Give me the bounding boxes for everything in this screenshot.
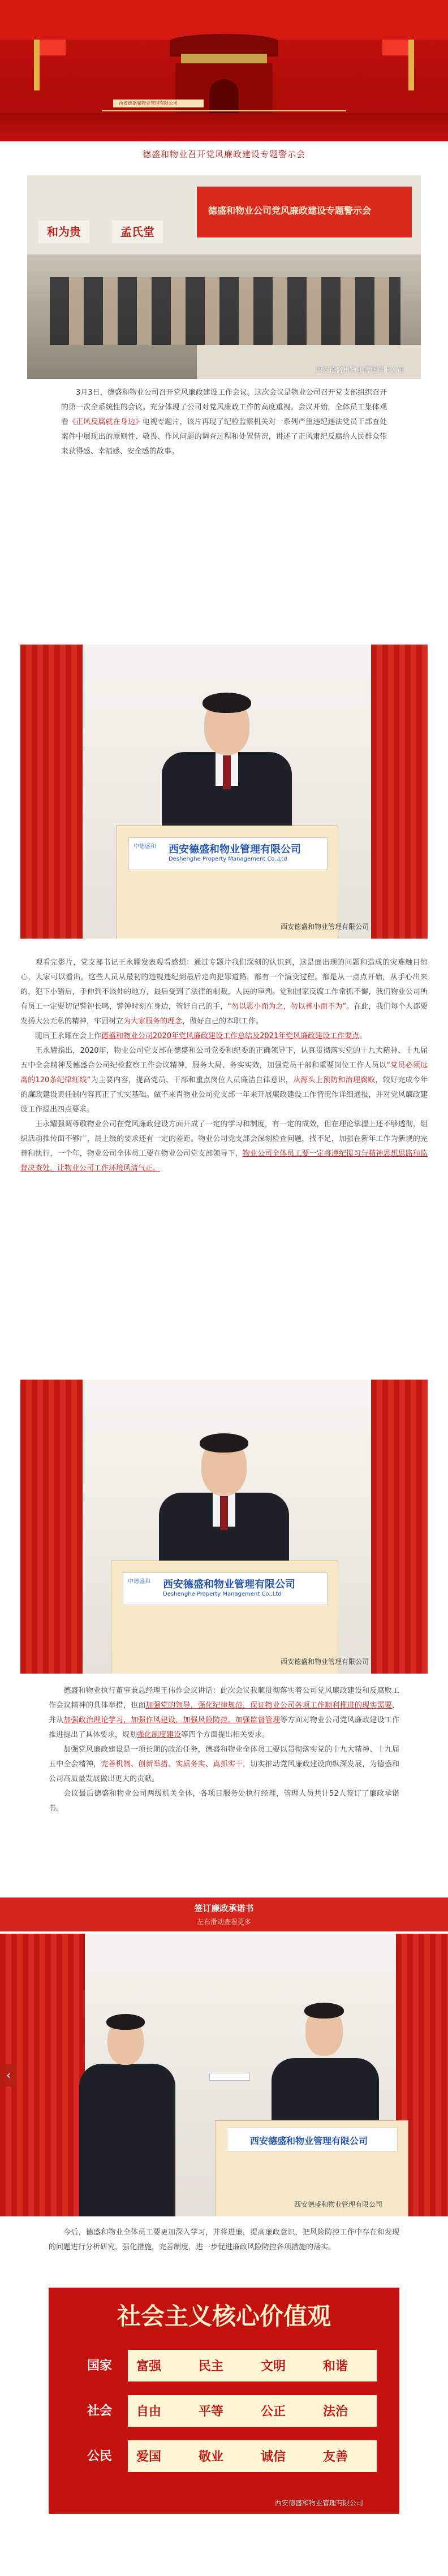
red-curtain [20, 645, 83, 939]
intro-text-2: 电视专题片，该片再现了纪检监察机关对一系列严重违纪违法党员干部查处案件中展现出的原则性、敬畏、作风问题的调查过程和处置情况，讲述了正风肃纪反腐给人民群众带来获得感、幸福感、安全感的故事。 [61, 418, 387, 456]
summary-intro: 随后王永耀在会上作 [35, 1032, 102, 1040]
speaker-tie [223, 755, 231, 789]
header-logo-text: 西安德盛和物业管理有限公司 [119, 101, 178, 106]
flag-pole-icon [34, 40, 40, 90]
header-floor [0, 113, 448, 141]
value-word: 平等 [199, 2404, 224, 2419]
row-label-society: 社会 [71, 2395, 128, 2427]
banner-hint: 左右滑动查看更多 [196, 1918, 251, 1926]
speaker-photo-2 [20, 1380, 428, 1674]
review-text-3: ，较好完成今年的廉政建设责任制内容真正了实实基础。做不来肖物业公司党支部一年来开展廉政建设工作情况作详细通报，并对党风廉政建设工作提出四点要求。 [20, 1076, 428, 1114]
conclusion-text: 今后，德盛和物业全体员工要更加深入学习，并将进廉，提高廉政意识，把风险防控工作中存在和发现的问题进行分析研究，强化措施，完善制度，进一步促进廉政风险防控各项措施的落实。 [49, 2228, 399, 2251]
value-word: 自由 [136, 2404, 162, 2419]
prevention-phrase: 从源头上预防和治理腐败 [292, 1076, 376, 1084]
meeting-banner [197, 187, 412, 237]
value-word: 和谐 [323, 2359, 348, 2374]
closing-text: 会议最后德盛和物业公司两级机关全体，各项目服务处执行经理，管理人员共计52人签订了廉政承诺书。 [49, 1790, 399, 1813]
speaker-tie [220, 1496, 228, 1530]
red-line-rules: “党员必须远离的120条纪律红线” [20, 1061, 428, 1084]
flag-pole-icon [408, 40, 414, 90]
podium-sign-small: 中德盛和 [133, 844, 156, 850]
speech-text-3: 等方面对物业公司党风廉政建设工作推进提出了具体要求，规划 [49, 1716, 399, 1739]
poster-title: 社会主义核心价值观 [117, 2302, 331, 2330]
speaker-hair [200, 1433, 248, 1453]
board-right: 孟氏堂 [112, 221, 163, 243]
manager-speech-paragraph [49, 1684, 399, 1816]
flag-icon [382, 40, 408, 55]
speech-highlight-2: 加强政治理论学习，加强作风建设，加强风险防控，加强监督管理 [63, 1716, 281, 1724]
header-divider [102, 110, 346, 111]
values-row-society [71, 2395, 377, 2427]
value-word: 敬业 [199, 2449, 224, 2464]
podium-sign-cn: 西安德盛和物业管理有限公司 [169, 844, 301, 855]
speech-text: 德盛和物业执行董事兼总经理王伟作会议讲话：此次会议我顺贯彻落实着公司党风廉政建设和反腐败工作会议精神的具体举措，也面 [49, 1687, 399, 1710]
intro-paragraph [61, 386, 387, 459]
reflection-paragraph [20, 956, 428, 1176]
commitment-document [209, 2073, 250, 2081]
podium-sign-en: Deshenghe Property Management Co.,Ltd [163, 1591, 282, 1597]
podium-sign [123, 1572, 328, 1605]
documentary-title: 《正风反腐就在身边》 [68, 418, 143, 426]
gate-roof [170, 34, 278, 57]
intro-text: 3月3日，德盛和物业公司召开党风廉政建设工作会议。这次会议是物业公司召开党支部组织召开的第一次全系统性的会议。充分体现了公司对党风廉政工作的高度重视。会议开始，全体员工集体观看 [61, 388, 387, 426]
signer-body [79, 2064, 175, 2216]
value-word: 法治 [323, 2404, 348, 2419]
values-row-citizen [71, 2440, 377, 2472]
poster-watermark: 西安德盛和物业管理有限公司 [275, 2499, 364, 2507]
summary-end: 。 [359, 1032, 367, 1040]
service-concept: 为大家服务的理念 [123, 1017, 183, 1026]
reflection-quote: “勿以恶小而为之，勿以善小而不为” [227, 1002, 347, 1011]
row-label-nation: 国家 [71, 2350, 128, 2381]
reflection-text-2: 。在此，我们每个人都要发扬大公无私的精神，牢固树立 [20, 1002, 428, 1026]
speech-text-2: ，并从 [49, 1701, 399, 1724]
emphasis-text: 王永耀强调尊敬物业公司在党风廉政建设方面开成了一定的学习和制度，有一定的成效，但在理论掌握上还不够透彻，组织活动推传面不够广，晨上级的要求还有一定的差距。物业公司党支部会深刻检查问题，找不足，加强在新年工作为新规的完善和执行，一个年，物业公司全体员工要在物业公司党支部领导下， [20, 1120, 428, 1158]
review-text: 王永耀指出，2020年，物业公司党支部在德盛和公司党委和纪委的正确领导下，认真贯彻落实党的十九大精神、十九届五中全会精神及德盛合公司纪检监察工作会议精神，服务大局、务实实效，加强党员干部和重要岗位工作人员以 [20, 1047, 428, 1070]
value-word: 公正 [261, 2404, 286, 2419]
receiver-hair [304, 2003, 344, 2019]
speaker-hair [203, 693, 251, 713]
speech-highlight-3: 强化制度建设 [137, 1731, 182, 1739]
podium-sign-small: 中德盛和 [128, 1579, 150, 1585]
article-title: 德盛和物业召开党风廉政建设专题警示会 [142, 149, 305, 159]
podium-sign-en: Deshenghe Property Management Co.,Ltd [169, 856, 287, 862]
flag-icon [40, 40, 66, 55]
task-text: 加强党风廉政建设是一项长期的政治任务，德盛和物业全体员工要以贯彻落实党的十九大精神、十九届五中全会精神， [49, 1745, 399, 1769]
emphasis-highlight: 物业公司全体员工要一定将遵纪惯习与精神思想思路和监督决查处，让物业公司工作环境风清气正。 [20, 1149, 428, 1173]
signing-carousel[interactable] [0, 1934, 448, 2216]
core-values-poster [49, 2288, 399, 2514]
podium-sign [128, 837, 328, 870]
red-curtain [371, 1380, 428, 1674]
photo-watermark: 西安德盛和物业管理有限公司 [281, 1658, 369, 1666]
task-highlight: 完善机制、创新举措、实质务实、真抓实干 [101, 1760, 243, 1769]
value-word: 文明 [261, 2359, 286, 2374]
podium-sign-cn: 西安德盛和物业管理有限公司 [250, 2136, 368, 2146]
podium-sign [227, 2128, 398, 2151]
value-word: 友善 [323, 2449, 348, 2464]
section-banner [0, 1898, 448, 1931]
banner-title: 签订廉政承诺书 [194, 1903, 254, 1913]
red-curtain [20, 1380, 83, 1674]
reflection-text-3: ，做好自己的本职工作。 [182, 1017, 264, 1026]
review-text-2: 为主要内容，提高党员、干部和重点岗位人员廉洁自律意识， [91, 1076, 293, 1084]
task-text-2: ，切实推动党风廉政建设向纵深发展，为德盛和公司高质量发展做出更大的贡献。 [49, 1760, 399, 1783]
audience-rows [50, 277, 400, 345]
value-word: 富强 [136, 2359, 162, 2374]
value-word: 爱国 [136, 2449, 162, 2464]
board-left: 和为贵 [38, 221, 89, 243]
signer-hair [106, 2014, 145, 2030]
values-row-nation [71, 2350, 377, 2381]
value-word: 民主 [199, 2359, 224, 2374]
red-curtain [371, 645, 428, 939]
speech-text-4: 等四个方面提出相关要求。 [181, 1731, 270, 1739]
speaker-photo-1 [20, 645, 428, 939]
summary-report-title: 德盛和物业公司2020年党风廉政建设工作总结及2021年党风廉政建设工作要点 [101, 1032, 360, 1040]
carousel-prev-button[interactable]: ‹ [0, 2064, 17, 2086]
podium-sign-cn: 西安德盛和物业管理有限公司 [163, 1579, 295, 1590]
meeting-banner-text: 德盛和物业公司党风廉政建设专题警示会 [208, 205, 372, 216]
meeting-photo [27, 175, 421, 379]
row-label-citizen: 公民 [71, 2440, 128, 2472]
photo-watermark: 西安德盛和物业管理有限公司 [294, 2201, 383, 2208]
speech-highlight-1: 加强党的领导，强化纪律规范，保证物业公司各项工作顺利推进的现实需要 [145, 1701, 392, 1710]
reflection-text: 观看完影片，党支部书记王永耀发表观看感想：通过专题片我们深刻的认识到，这是面出现的问题和造成的灾难触目惊心，大家可以看出，这些人员从最初的违规违纪到最后走向犯罪道路，都有一个演变过程。都是从一点点开始，从手心出来的，犯下小错后，手伸到不该伸的地方，最后受到了法律的制裁，人民的审判。党和国家反腐工作常抓不懈，我们物业公司所有员工一定要切记警钟长鸣，警钟时刻在身边，管好自己的手， [20, 958, 428, 1011]
gate-door [209, 79, 239, 114]
header-banner [0, 0, 448, 141]
conclusion-paragraph [49, 2225, 399, 2255]
photo-watermark: 西安德盛和物业管理有限公司 [281, 923, 369, 931]
photo-watermark: 西安德盛和物业管理有限公司 [316, 366, 404, 374]
value-word: 诚信 [261, 2449, 286, 2464]
